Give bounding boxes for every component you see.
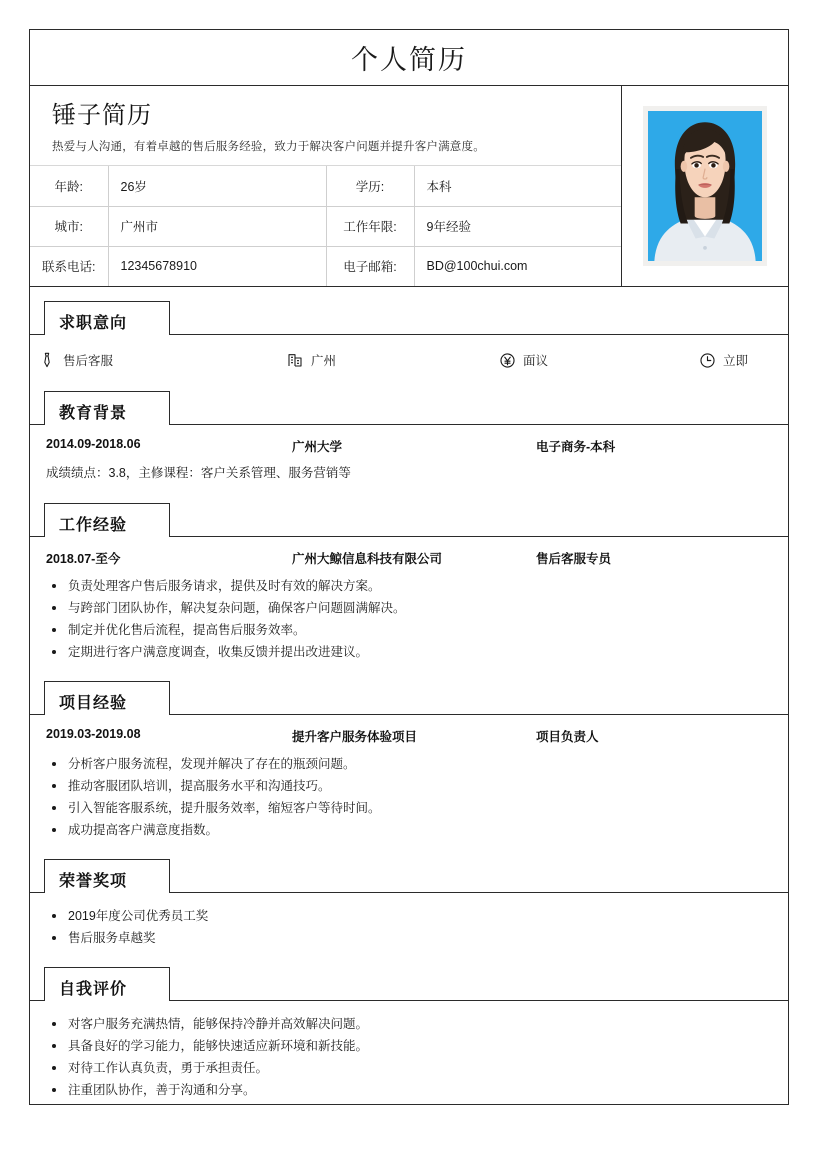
self-evaluation-bullets [46,1013,772,1101]
list-item: 推动客服团队培训，提高服务水平和沟通技巧。 [46,775,772,797]
candidate-name: 锤子简历 [52,102,152,129]
table-row [30,246,621,286]
header-rule-right [170,714,788,715]
resume-page [29,29,789,1105]
section-header [30,967,788,1001]
header-rule-right [170,892,788,893]
work-role: 售后客服专员 [536,552,612,566]
clock-icon [698,351,716,369]
section-job-intention [30,301,788,377]
self-evaluation-body [30,1001,788,1105]
list-item: 负责处理客户售后服务请求，提供及时有效的解决方案。 [46,575,772,597]
portrait-photo-illustration [648,111,762,261]
education-date: 2014.09-2018.06 [46,437,141,451]
job-intention-row [30,335,788,377]
section-tab [44,503,170,537]
project-entry [46,727,772,745]
list-item: 定期进行客户满意度调查，收集反馈并提出改进建议。 [46,641,772,663]
page-title: 个人简历 [351,45,467,75]
candidate-tagline: 热爱与人沟通，有着卓越的售后服务经验，致力于解决客户问题并提升客户满意度。 [52,141,485,154]
list-item: 制定并优化售后流程，提高售后服务效率。 [46,619,772,641]
honors-bullets [46,905,772,949]
info-label-age: 年龄: [30,166,108,206]
list-item: 分析客户服务流程，发现并解决了存在的瓶颈问题。 [46,753,772,775]
list-item: 成功提高客户满意度指数。 [46,819,772,841]
section-header [30,301,788,335]
info-value-experience: 9年经验 [414,206,621,246]
basic-info-table [30,166,621,286]
education-entry [46,437,772,455]
section-title: 教育背景 [59,405,128,422]
info-value-email: BD@100chui.com [414,246,621,286]
work-experience-body [30,537,788,667]
info-label-phone: 联系电话: [30,246,108,286]
section-title: 工作经验 [59,517,128,534]
project-role: 项目负责人 [536,730,599,744]
list-item: 售后服务卓越奖 [46,927,772,949]
header-rule-left [30,334,44,335]
intent-city-label: 广州 [311,354,337,368]
section-header [30,503,788,537]
header-rule-right [170,536,788,537]
list-item: 2019年度公司优秀员工奖 [46,905,772,927]
section-title: 荣誉奖项 [59,873,128,890]
building-icon [286,351,304,369]
section-honors [30,859,788,953]
list-item: 对客户服务充满热情，能够保持冷静并高效解决问题。 [46,1013,772,1035]
info-label-email: 电子邮箱: [326,246,414,286]
header-rule-left [30,714,44,715]
profile-header [30,86,788,287]
photo-cell [622,86,788,286]
education-body [30,425,788,489]
section-tab [44,391,170,425]
info-label-education: 学历: [326,166,414,206]
section-tab [44,859,170,893]
section-title: 求职意向 [59,315,128,332]
info-value-age: 26岁 [108,166,326,206]
photo-frame [643,106,767,266]
intent-item-city [286,351,498,369]
section-header [30,391,788,425]
name-block [30,86,621,166]
header-rule-left [30,424,44,425]
header-rule-left [30,1000,44,1001]
header-rule-left [30,892,44,893]
info-label-experience: 工作年限: [326,206,414,246]
section-tab [44,301,170,335]
work-date: 2018.07-至今 [46,552,121,566]
section-title: 项目经验 [59,695,128,712]
intent-salary-label: 面议 [523,354,549,368]
intent-position-label: 售后客服 [63,354,114,368]
section-education [30,391,788,489]
intent-item-availability [698,351,748,369]
work-company: 广州大鲸信息科技有限公司 [292,552,443,566]
section-work-experience [30,503,788,667]
intent-availability-label: 立即 [723,354,749,368]
list-item: 对待工作认真负责，勇于承担责任。 [46,1057,772,1079]
education-major: 电子商务-本科 [536,440,616,454]
list-item: 具备良好的学习能力，能够快速适应新环境和新技能。 [46,1035,772,1057]
section-project-experience [30,681,788,845]
list-item: 注重团队协作，善于沟通和分享。 [46,1079,772,1101]
necktie-icon [38,351,56,369]
list-item: 引入智能客服系统，提升服务效率，缩短客户等待时间。 [46,797,772,819]
info-value-phone: 12345678910 [108,246,326,286]
project-date: 2019.03-2019.08 [46,727,141,741]
section-header [30,859,788,893]
education-school: 广州大学 [292,440,343,454]
intent-item-salary [498,351,698,369]
education-detail: 成绩绩点：3.8，主修课程：客户关系管理、服务营销等 [46,466,351,480]
avatar [648,111,762,261]
table-row [30,166,621,206]
yen-circle-icon [498,351,516,369]
work-bullets [46,575,772,663]
table-row [30,206,621,246]
header-rule-right [170,424,788,425]
header-rule-right [170,1000,788,1001]
section-tab [44,967,170,1001]
work-entry [46,549,772,567]
intent-item-position [38,351,286,369]
header-rule-right [170,334,788,335]
section-tab [44,681,170,715]
document-title-bar [30,30,788,86]
project-name: 提升客户服务体验项目 [292,730,418,744]
profile-details [30,86,622,286]
section-header [30,681,788,715]
info-label-city: 城市: [30,206,108,246]
honors-body [30,893,788,953]
project-bullets [46,753,772,841]
info-value-education: 本科 [426,179,452,194]
project-experience-body [30,715,788,845]
header-rule-left [30,536,44,537]
section-self-evaluation [30,967,788,1105]
info-value-city: 广州市 [108,206,326,246]
section-title: 自我评价 [59,981,128,998]
list-item: 与跨部门团队协作，解决复杂问题，确保客户问题圆满解决。 [46,597,772,619]
